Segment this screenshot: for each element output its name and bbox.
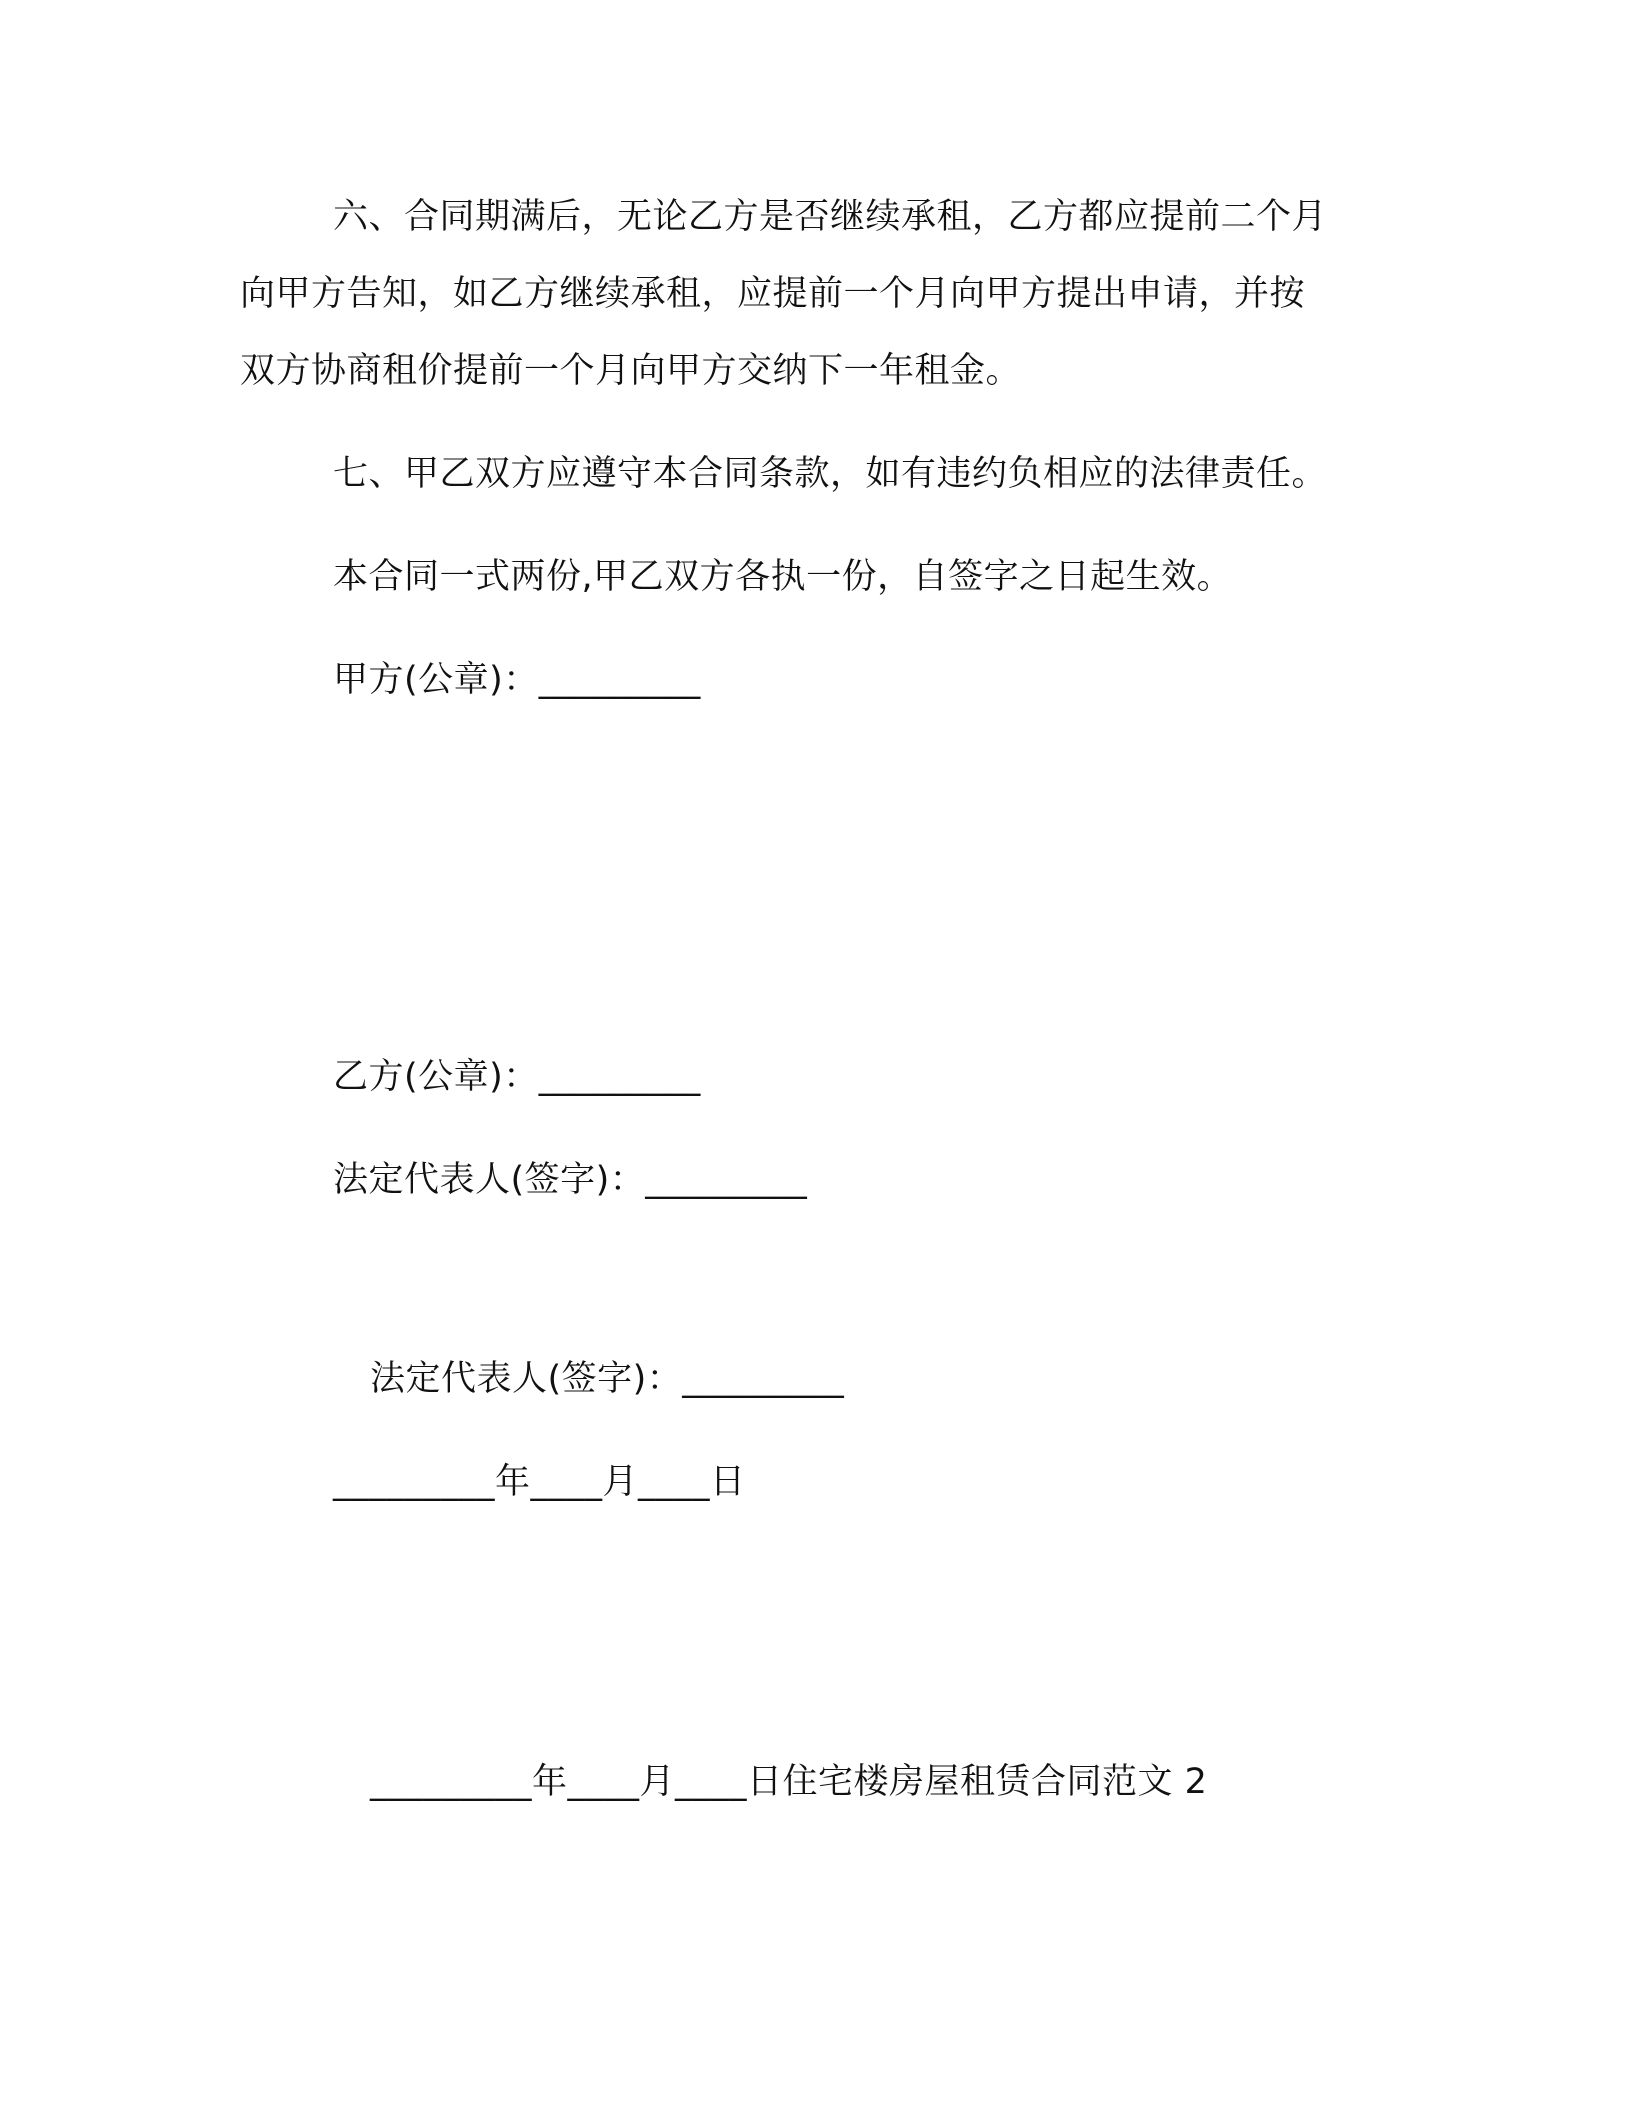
copies-note: 本合同一式两份,甲乙双方各执一份，自签字之日起生效。 — [333, 557, 1233, 597]
date-line: _________年____月____日 — [333, 1462, 746, 1502]
legal-representative-line-2: 法定代表人(签字)：_________ — [370, 1359, 845, 1399]
legal-representative-line-1: 法定代表人(签字)：_________ — [333, 1160, 808, 1200]
clause-six-line-3: 双方协商租价提前一个月向甲方交纳下一年租金。 — [240, 351, 1022, 391]
party-b-seal-line: 乙方(公章)：_________ — [333, 1057, 701, 1097]
party-a-seal-line: 甲方(公章)：_________ — [333, 660, 701, 700]
next-contract-title: _________年____月____日住宅楼房屋租赁合同范文 2 — [370, 1762, 1208, 1802]
clause-six-line-1: 六、合同期满后，无论乙方是否继续承租，乙方都应提前二个月 — [333, 197, 1328, 237]
clause-six-line-2: 向甲方告知，如乙方继续承租，应提前一个月向甲方提出申请，并按 — [240, 274, 1306, 314]
clause-seven: 七、甲乙双方应遵守本合同条款，如有违约负相应的法律责任。 — [333, 454, 1328, 494]
